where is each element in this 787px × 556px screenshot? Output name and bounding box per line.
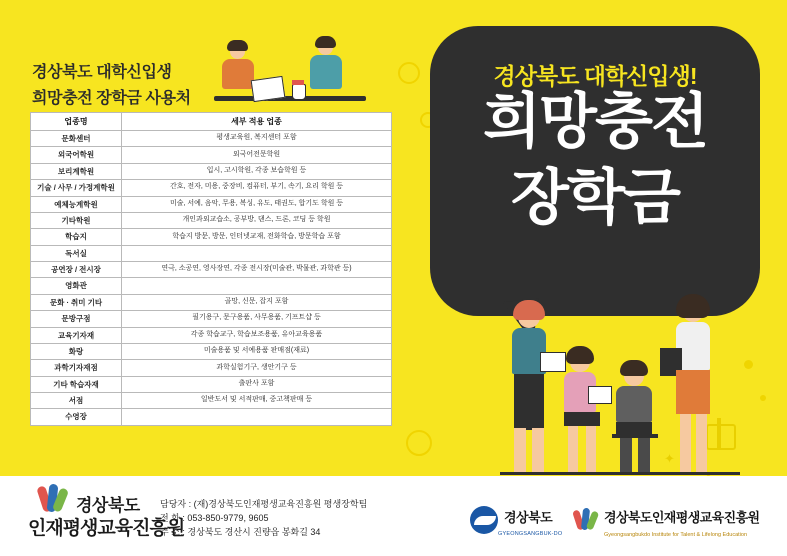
page-title: [32, 60, 191, 113]
footer-org-line1: 경상북도: [76, 496, 140, 515]
table-cell-detail: 개인과외교습소, 공부방, 댄스, 드론, 코딩 등 학원: [122, 212, 392, 228]
illustration-student-group: [500, 300, 740, 480]
table-cell-category: 학습지: [31, 229, 122, 245]
decor-dot: [760, 395, 766, 401]
table-cell-detail: 간호, 전자, 미용, 중장비, 컴퓨터, 부기, 속기, 요리 학원 등: [122, 180, 392, 196]
table-cell-category: 화랑: [31, 343, 122, 359]
table-cell-detail: [122, 278, 392, 294]
table-row: [31, 147, 392, 163]
footer-org-line2: 인재평생교육진흥원: [28, 518, 185, 539]
table-cell-detail: 연극, 소공연, 영사장연, 각종 전시장(미술관, 박물관, 과학관 등): [122, 262, 392, 278]
decor-dot: [744, 360, 753, 369]
table-row: [31, 278, 392, 294]
table-row: [31, 311, 392, 327]
gyeongsangbukdo-logo-icon: [470, 506, 498, 534]
table-row: [31, 212, 392, 228]
table-cell-category: 공연장 / 전시장: [31, 262, 122, 278]
table-cell-category: 예체능계학원: [31, 196, 122, 212]
table-cell-detail: 미술, 서예, 음악, 무용, 복싱, 유도, 태권도, 합기도 학원 등: [122, 196, 392, 212]
table-row: [31, 262, 392, 278]
decor-ring: [406, 430, 432, 456]
table-row: [31, 409, 392, 425]
table-row: [31, 131, 392, 147]
page-title-line1: 경상북도 대학신입생: [32, 64, 172, 81]
illustration-students-desk: [200, 40, 380, 110]
page-title-line2: 희망충전 장학금 사용처: [32, 90, 191, 108]
gyeongsangbukdo-logo-eng: GYEONGSANGBUK-DO: [498, 531, 563, 537]
usage-table-element: [30, 112, 392, 426]
table-cell-detail: 입시, 고시학원, 각종 보습학원 등: [122, 163, 392, 179]
table-cell-detail: [122, 409, 392, 425]
institute-logo-icon: [34, 484, 68, 514]
table-cell-detail: 골망, 신문, 잡지 포함: [122, 294, 392, 310]
table-cell-category: 기술 / 사무 / 가정계학원: [31, 180, 122, 196]
footer-bar: [0, 476, 787, 556]
table-cell-category: 문화 · 취미 기타: [31, 294, 122, 310]
table-cell-detail: 일반도서 및 서적판매, 중고책판매 등: [122, 393, 392, 409]
table-row: [31, 196, 392, 212]
gyeongsangbukdo-logo-name: 경상북도: [504, 510, 553, 525]
table-row: [31, 180, 392, 196]
table-cell-category: 기타 학습자재: [31, 376, 122, 392]
table-cell-category: 수영장: [31, 409, 122, 425]
table-row: [31, 294, 392, 310]
table-row: [31, 343, 392, 359]
table-cell-category: 보리계학원: [31, 163, 122, 179]
table-cell-detail: 미술용품 및 서예용품 판매점(재료): [122, 343, 392, 359]
bubble-line3: 장학금: [511, 164, 679, 231]
table-cell-category: 독서실: [31, 245, 122, 261]
table-cell-detail: 평생교육원, 복지센터 포함: [122, 131, 392, 147]
table-cell-detail: 외국어전문학원: [122, 147, 392, 163]
bubble-line2: 희망충전: [483, 88, 707, 155]
table-cell-category: 과학기자재점: [31, 360, 122, 376]
table-cell-detail: 각종 학습교구, 학습보조용품, 유아교육용품: [122, 327, 392, 343]
table-header-cell: 세부 적용 업종: [122, 113, 392, 131]
table-row: [31, 163, 392, 179]
table-header-row: [31, 113, 392, 131]
table-cell-category: 교육기자재: [31, 327, 122, 343]
institute-right-name: 경상북도인재평생교육진흥원: [604, 510, 760, 525]
table-cell-detail: [122, 245, 392, 261]
table-cell-detail: 필기용구, 문구용품, 사무용품, 기프트샵 등: [122, 311, 392, 327]
footer-contact: [160, 498, 367, 540]
table-row: [31, 245, 392, 261]
table-cell-category: 영화관: [31, 278, 122, 294]
sparkle-icon: ✦: [664, 451, 675, 466]
table-cell-category: 문방구점: [31, 311, 122, 327]
table-row: [31, 229, 392, 245]
table-cell-category: 외국어학원: [31, 147, 122, 163]
table-cell-detail: 학습지 방문, 방문, 인터넷교재, 전화학습, 방문학습 포함: [122, 229, 392, 245]
table-cell-category: 문화센터: [31, 131, 122, 147]
table-row: [31, 360, 392, 376]
institute-right-logo-icon: [572, 508, 598, 532]
footer-contact-line: 담당자 : (재)경상북도인재평생교육진흥원 평생장학팀: [160, 499, 368, 510]
footer-contact-line: 주 소 : 경상북도 경산시 진량읍 봉화길 34: [160, 527, 321, 538]
table-row: [31, 376, 392, 392]
table-cell-detail: 과학실험기구, 생안기구 등: [122, 360, 392, 376]
table-row: [31, 393, 392, 409]
institute-right-eng: Gyeongsangbukdo Institute for Talent & Lifelong Education: [604, 532, 747, 538]
bubble-line1: 경상북도 대학신입생!: [493, 63, 697, 89]
table-cell-category: 서점: [31, 393, 122, 409]
decor-ring: [398, 62, 420, 84]
footer-contact-line: 전 화 : 053-850-9779, 9605: [160, 513, 269, 524]
table-cell-detail: 출판사 포함: [122, 376, 392, 392]
table-cell-category: 기타학원: [31, 212, 122, 228]
usage-table: [30, 112, 392, 426]
table-row: [31, 327, 392, 343]
table-body: [31, 131, 392, 426]
table-header-cell: 업종명: [31, 113, 122, 131]
